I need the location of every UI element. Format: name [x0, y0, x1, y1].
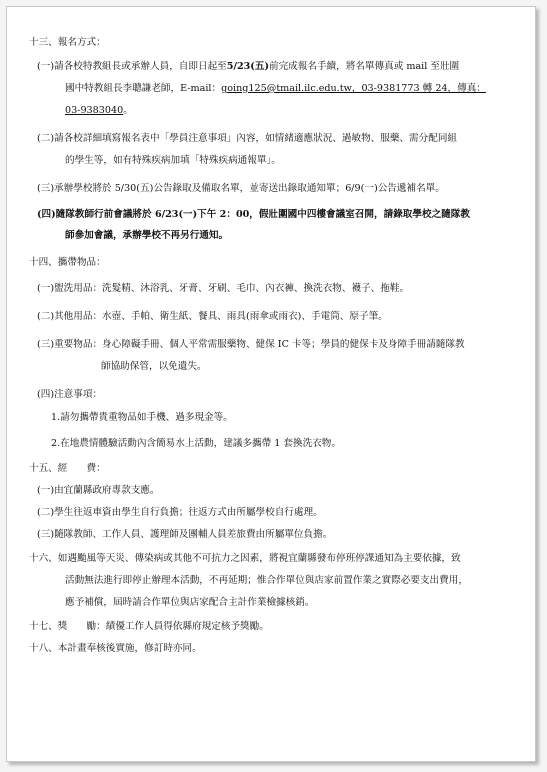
section-16-line-3: 應予補償，屆時請合作單位與店家配合主計作業檢據核銷。 [65, 597, 315, 608]
section-13-item-4-line-1: (四)隨隊教師行前會議將於 6/23(一)下午 2：00，假壯圍國中四樓會議室召開，請錄取學校之隨隊教 [37, 209, 470, 220]
section-13-item-2-line-1: (二)請各校詳細填寫報名表中「學員注意事項」內容，如情緒適應狀況、過敏物、服藥、需分配同組 [37, 133, 458, 144]
section-13-item-1-end: 。 [123, 105, 133, 116]
section-13-item-2-line-2: 的學生等，如有特殊疾病加填「特殊疾病通報單」。 [65, 155, 281, 166]
section-15-item-3: (三)隨隊教師、工作人員、護理師及團輔人員差旅費由所屬單位負擔。 [37, 529, 333, 540]
section-14-note-2: 2.在地農情體驗活動內含簡易水上活動，建議多攜帶 1 套換洗衣物。 [51, 438, 341, 449]
section-13-title: 十三、報名方式： [29, 37, 106, 48]
section-15-title: 十五、經 費： [29, 463, 106, 474]
section-13-item-1-line-1 [37, 61, 459, 73]
section-13-contact-label: 國中特教組長李聰謙老師，E-mail： [65, 83, 222, 94]
section-14-item-3-line-1: (三)重要物品：身心障礙手冊、個人平常需服藥物、健保 IC 卡等；學員的健保卡及身障手冊請隨隊教 [37, 339, 465, 350]
section-13-item-3: (三)承辦學校將於 5/30(五)公告錄取及備取名單，並寄送出錄取通知單；6/9(一)公告遞補名單。 [37, 183, 445, 194]
section-13-contact-info[interactable]: going125@tmail.ilc.edu.tw，03-9381773 轉 24，傳真： [221, 83, 486, 94]
section-14-title: 十四、攜帶物品： [29, 257, 106, 268]
section-13-item-1-text-b: 前完成報名手續，將名單傳真或 mail 至壯圍 [268, 61, 460, 72]
section-13-fax-number[interactable]: 03-9383040 [65, 105, 124, 116]
section-15-item-2: (二)學生往返車資由學生自行負擔；往返方式由所屬學校自行處理。 [37, 507, 323, 518]
section-17: 十七、獎 勵：績優工作人員得依縣府規定核予獎勵。 [29, 621, 269, 632]
section-14-item-4: (四)注意事項： [37, 389, 103, 400]
section-13-item-1-line-2 [65, 83, 486, 95]
section-18: 十八、本計畫奉核後實施，修訂時亦同。 [29, 643, 202, 654]
section-13-deadline: 5/23(五) [226, 61, 269, 72]
section-13-item-1-line-3 [65, 105, 133, 117]
section-16-line-2: 活動無法進行即停止辦理本活動，不再延期；惟合作單位與店家前置作業之實際必要支出費用， [65, 575, 468, 586]
section-13-item-4-line-2: 師參加會議，承辦學校不再另行通知。 [65, 230, 229, 241]
section-15-item-1: (一)由宜蘭縣政府專款支應。 [37, 485, 160, 496]
section-13-item-1-text-a: (一)請各校特教組長或承辦人員，自即日起至 [37, 61, 227, 72]
section-14-note-1: 1.請勿攜帶貴重物品如手機、過多現金等。 [51, 412, 233, 423]
section-14-item-3-line-2: 師協助保管，以免遺失。 [101, 361, 207, 372]
document-page [6, 6, 536, 762]
section-14-item-1: (一)盥洗用品：洗髮精、沐浴乳、牙膏、牙刷、毛巾、內衣褲、換洗衣物、襪子、拖鞋。 [37, 283, 410, 294]
section-14-item-2: (二)其他用品：水壺、手帕、衛生紙、餐具、雨具(雨傘或雨衣)、手電筒、原子筆。 [37, 311, 388, 322]
section-16-line-1: 十六、如遇颱風等天災、傳染病或其他不可抗力之因素，將視宜蘭縣發布停班停課通知為主要依據，致 [29, 553, 461, 564]
